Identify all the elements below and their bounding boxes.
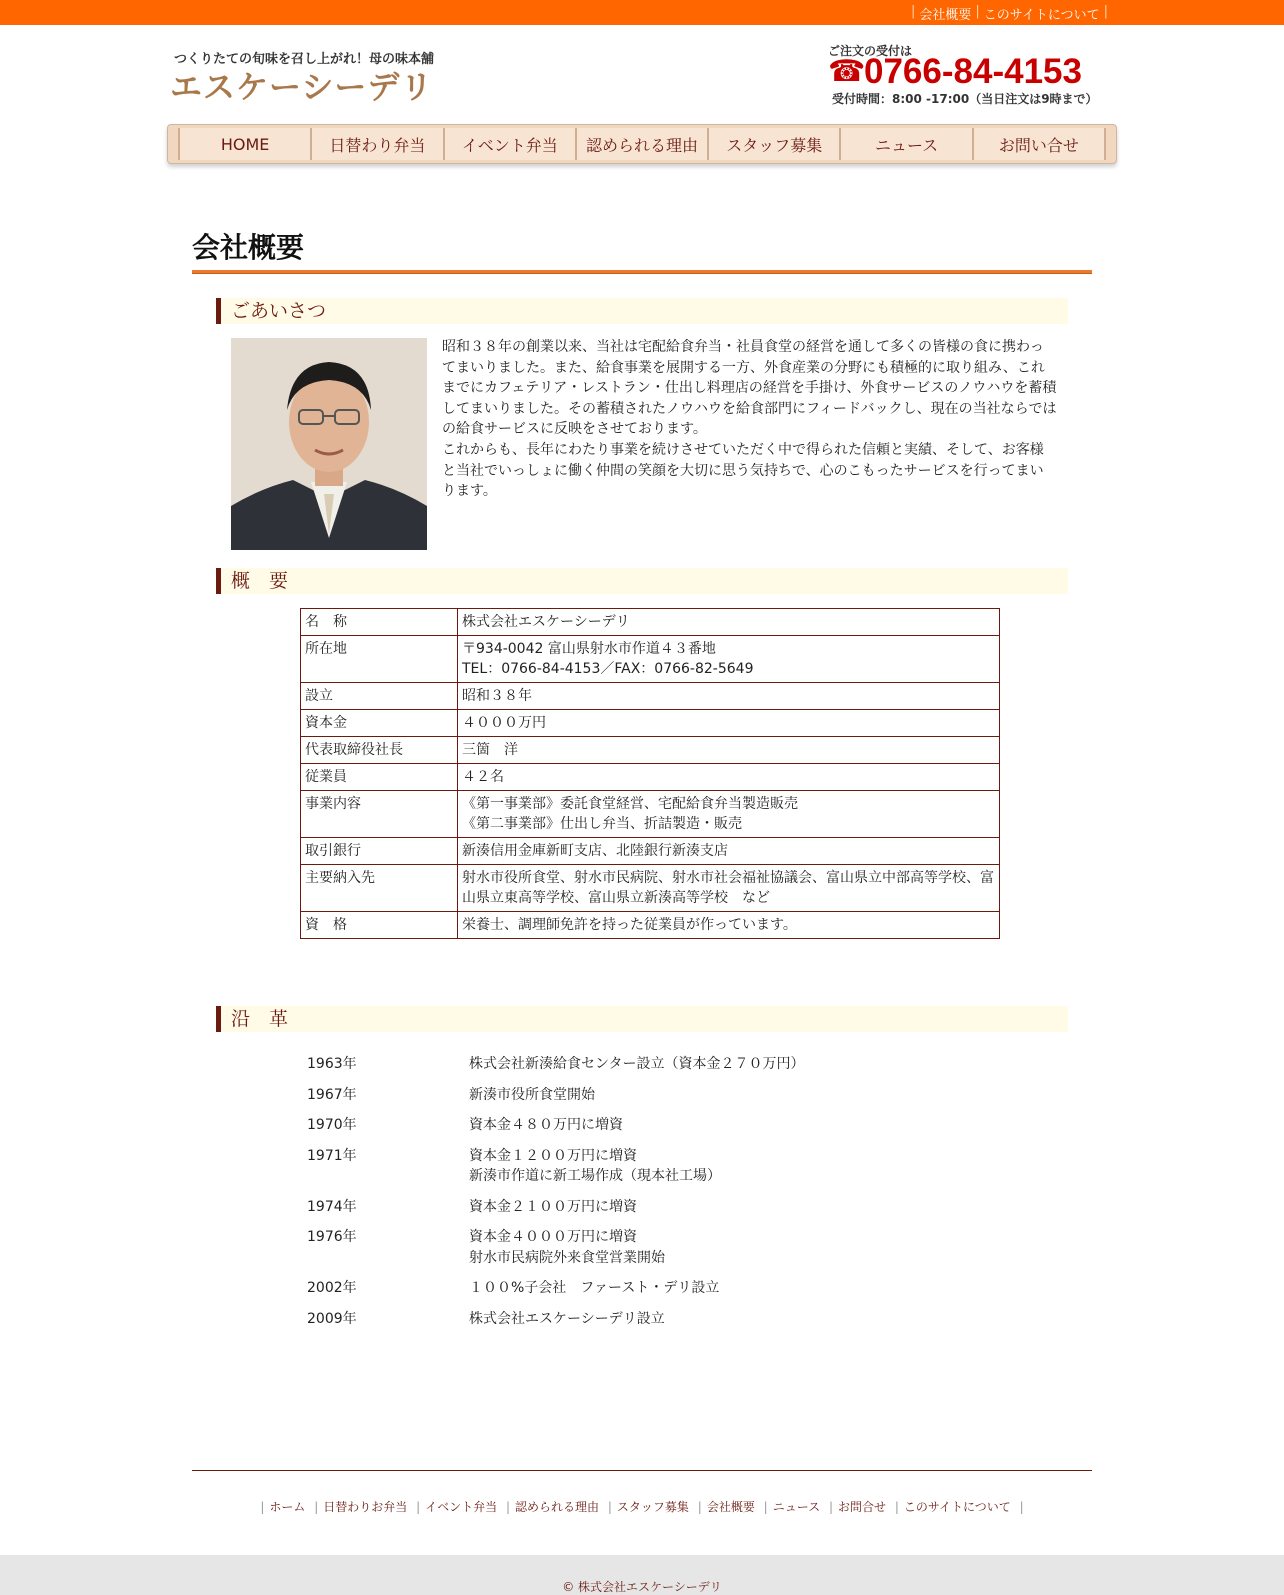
history-events <box>469 1115 623 1136</box>
logo-tagline: つくりたての旬味を召し上がれ！母の味本舗 <box>174 52 435 67</box>
footer-link-event-bento[interactable]: イベント弁当 <box>425 1500 498 1514</box>
president-photo <box>231 338 427 550</box>
history-row <box>307 1278 1007 1299</box>
table-row <box>301 636 1000 683</box>
history-event: 新湊市作道に新工場作成（現本社工場） <box>469 1168 721 1184</box>
nav-news[interactable]: ニュース <box>839 128 971 160</box>
history-year: 1971年 <box>307 1147 357 1164</box>
history-event: 資本金４８０万円に増資 <box>469 1117 623 1133</box>
table-value <box>458 791 1000 838</box>
table-value <box>458 838 1000 865</box>
greeting-paragraph: これからも、長年にわたり事業を続けさせていただく中で得られた信頼と実績、そして、お客様と当社でいっしょに働く仲間の笑顔を大切に思う気持ちで、心のこもったサービスを行ってまいります。 <box>442 441 1044 500</box>
nav-recruit[interactable]: スタッフ募集 <box>707 128 839 160</box>
table-value <box>458 710 1000 737</box>
table-row <box>301 710 1000 737</box>
nav-contact[interactable]: お問い合せ <box>972 128 1106 160</box>
top-bar <box>0 0 1284 25</box>
footer-nav: | ホーム | 日替わりお弁当 | イベント弁当 | 認められる理由 | スタッフ募集 | 会社概要 | ニュース | お問合せ | このサイトについて | <box>260 1500 1024 1514</box>
history-row <box>307 1146 1007 1187</box>
footer-link-reasons[interactable]: 認められる理由 <box>515 1500 600 1514</box>
history-year: 2002年 <box>307 1280 357 1296</box>
history-row <box>307 1115 1007 1136</box>
history-year: 2009年 <box>307 1310 357 1327</box>
history-event: 株式会社エスケーシーデリ設立 <box>469 1310 665 1327</box>
footer-link-daily-bento[interactable]: 日替わりお弁当 <box>323 1500 408 1514</box>
history-events <box>469 1085 595 1106</box>
main-nav <box>167 124 1117 164</box>
table-key: 事業内容 <box>301 791 458 838</box>
table-key: 資本金 <box>301 710 458 737</box>
history-year: 1976年 <box>307 1229 357 1245</box>
footer-divider <box>192 1470 1092 1471</box>
company-overview-table <box>300 608 1000 939</box>
value-line: 昭和３８年 <box>462 688 532 704</box>
nav-home[interactable]: HOME <box>178 128 310 160</box>
table-value <box>458 912 1000 939</box>
table-key: 従業員 <box>301 764 458 791</box>
footer-link-recruit[interactable]: スタッフ募集 <box>616 1500 689 1514</box>
nav-daily-bento[interactable]: 日替わり弁当 <box>310 128 442 160</box>
section-heading-history: 沿 革 <box>216 1006 1068 1032</box>
history-row <box>307 1309 1007 1330</box>
history-event: 新湊市役所食堂開始 <box>469 1086 595 1103</box>
logo[interactable]: エスケーシーデリ <box>170 68 434 106</box>
table-row <box>301 609 1000 636</box>
history-event: 株式会社新湊給食センター設立（資本金２７０万円） <box>469 1056 805 1072</box>
value-line: 射水市役所食堂、射水市民病院、射水市社会福祉協議会、富山県立中部高等学校、富山県立東高等学校、富山県立新湊高等学校 など <box>462 870 994 906</box>
table-row <box>301 912 1000 939</box>
table-value <box>458 636 1000 683</box>
history-event: 資本金４０００万円に増資 <box>469 1229 637 1245</box>
history-event: 射水市民病院外来食堂営業開始 <box>469 1249 665 1266</box>
history-row <box>307 1197 1007 1218</box>
history-events <box>469 1197 637 1218</box>
value-line: ４２名 <box>462 769 504 785</box>
history-event: 資本金２１００万円に増資 <box>469 1198 637 1215</box>
value-line: 《第二事業部》仕出し弁当、折詰製造・販売 <box>462 816 742 832</box>
footer-link-home[interactable]: ホーム <box>269 1500 306 1514</box>
table-value <box>458 609 1000 636</box>
table-row <box>301 683 1000 710</box>
table-key: 主要納入先 <box>301 865 458 912</box>
top-link-company[interactable]: 会社概要 <box>919 8 972 23</box>
footer-link-news[interactable]: ニュース <box>772 1500 821 1514</box>
top-link-about-site[interactable]: このサイトについて <box>983 8 1100 23</box>
history-year: 1967年 <box>307 1086 357 1103</box>
value-line: ４０００万円 <box>462 715 546 731</box>
table-key: 所在地 <box>301 636 458 683</box>
history-events <box>469 1054 804 1075</box>
nav-reasons[interactable]: 認められる理由 <box>575 128 707 160</box>
greeting-text <box>442 337 1057 502</box>
tel-label: ご注文の受付は <box>828 44 913 58</box>
history-row <box>307 1054 1007 1075</box>
table-key: 設立 <box>301 683 458 710</box>
history-year: 1970年 <box>307 1117 357 1133</box>
history-row <box>307 1227 1007 1268</box>
value-line: 株式会社エスケーシーデリ <box>462 614 630 630</box>
history-list <box>307 1054 1007 1339</box>
table-key: 代表取締役社長 <box>301 737 458 764</box>
table-value <box>458 764 1000 791</box>
table-row <box>301 838 1000 865</box>
top-links: | 会社概要 | このサイトについて | <box>910 4 1108 23</box>
footer-link-about-site[interactable]: このサイトについて <box>903 1500 1011 1514</box>
value-line: TEL：0766-84-4153／FAX：0766-82-5649 <box>462 661 754 677</box>
table-row <box>301 865 1000 912</box>
copyright: © 株式会社エスケーシーデリ <box>562 1580 722 1594</box>
table-row <box>301 764 1000 791</box>
footer-link-company[interactable]: 会社概要 <box>706 1500 755 1514</box>
title-divider <box>192 270 1092 274</box>
table-key: 取引銀行 <box>301 838 458 865</box>
greeting-paragraph: 昭和３８年の創業以来、当社は宅配給食弁当・社員食堂の経営を通して多くの皆様の食に携わってまいりました。また、給食事業を展開する一方、外食産業の分野にも積極的に取り組み、これまでにカフェテリア・レストラン・仕出し料理店の経営を手掛け、外食サービスのノウハウを蓄積してまいりました。その蓄積されたノウハウを給食部門にフィードバックし、現在の当社ならではの給食サービスに反映をさせております。 <box>442 339 1057 438</box>
value-line: 新湊信用金庫新町支店、北陸銀行新湊支店 <box>462 843 728 859</box>
table-row <box>301 791 1000 838</box>
section-heading-overview: 概 要 <box>216 568 1068 594</box>
table-key: 資 格 <box>301 912 458 939</box>
footer-link-contact[interactable]: お問合せ <box>837 1500 886 1514</box>
history-events <box>469 1146 721 1187</box>
history-row <box>307 1085 1007 1106</box>
value-line: 三箇 洋 <box>462 742 518 758</box>
history-events <box>469 1309 665 1330</box>
value-line: 栄養士、調理師免許を持った従業員が作っています。 <box>462 917 797 933</box>
table-value <box>458 737 1000 764</box>
table-value <box>458 683 1000 710</box>
table-value <box>458 865 1000 912</box>
history-events <box>469 1278 719 1299</box>
value-line: 〒934-0042 富山県射水市作道４３番地 <box>462 641 716 657</box>
tel-hours: 受付時間：8:00 -17:00（当日注文は9時まで） <box>832 92 1098 106</box>
phone-icon: ☎ <box>828 54 866 89</box>
nav-event-bento[interactable]: イベント弁当 <box>443 128 575 160</box>
table-row <box>301 737 1000 764</box>
section-heading-greeting: ごあいさつ <box>216 298 1068 324</box>
history-event: １００%子会社 ファースト・デリ設立 <box>469 1280 720 1296</box>
history-event: 資本金１２００万円に増資 <box>469 1147 637 1164</box>
history-year: 1974年 <box>307 1198 357 1215</box>
tel-number: 0766-84-4153 <box>864 52 1082 91</box>
value-line: 《第一事業部》委託食堂経営、宅配給食弁当製造販売 <box>462 796 798 812</box>
page-title: 会社概要 <box>192 231 305 264</box>
history-year: 1963年 <box>307 1056 357 1072</box>
history-events <box>469 1227 665 1268</box>
table-key: 名 称 <box>301 609 458 636</box>
